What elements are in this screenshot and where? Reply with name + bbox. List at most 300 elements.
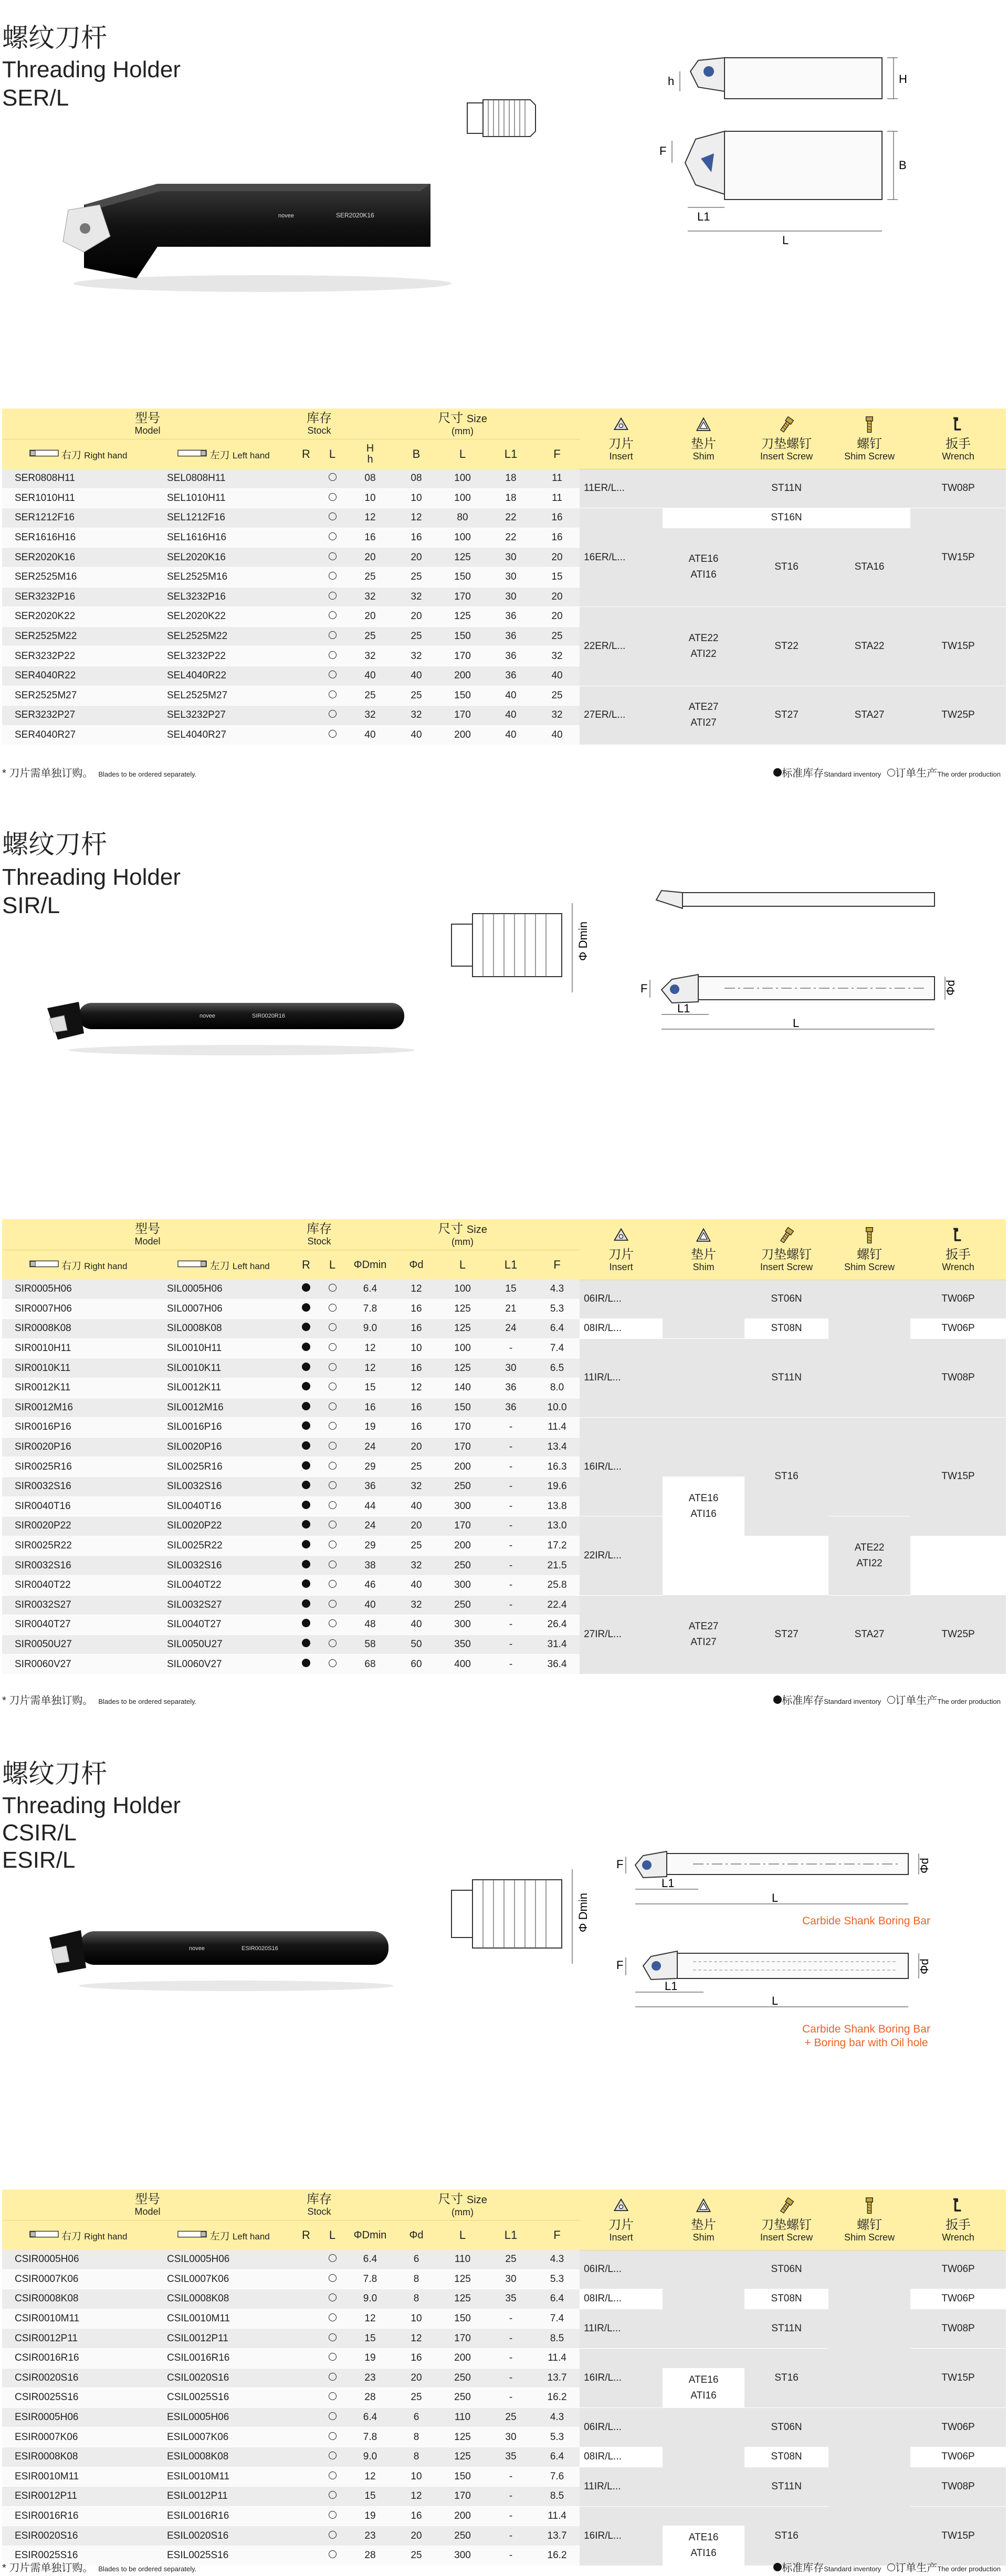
caption-carbide-oil-line2: + Boring bar with Oil hole — [804, 2037, 928, 2049]
left-hand-model: CSIL0007K06 — [154, 2269, 293, 2289]
size-value: 15 — [345, 2329, 395, 2349]
size-value: 125 — [438, 548, 487, 568]
insert-screw-cell: ST22 — [744, 607, 828, 686]
stock-order-cell — [293, 567, 319, 587]
stock-order-cell — [293, 548, 319, 568]
stock-order-cell — [319, 1496, 345, 1516]
right-hand-model: SIR0032S27 — [2, 1595, 154, 1615]
section3-code1: CSIR/L — [2, 1820, 77, 1846]
size-value: 12 — [345, 2467, 395, 2487]
right-hand-model: SER2525M22 — [2, 626, 154, 646]
csir-esir-table — [2, 2190, 1006, 2566]
header-model: 型号 Model — [2, 1219, 293, 1250]
wrench-cell: TW08P — [910, 2467, 1006, 2506]
size-value: 40 — [487, 686, 534, 706]
header-model: 型号 Model — [2, 2190, 293, 2221]
header-insert-screw: 刀垫螺钉 Insert Screw — [744, 2190, 828, 2250]
stock-order-cell — [319, 2269, 345, 2289]
size-value: 38 — [345, 1556, 395, 1576]
open-dot-icon — [329, 1402, 337, 1410]
size-value: 100 — [438, 488, 487, 508]
right-hand-model: ESIR0025S16 — [2, 2546, 154, 2565]
open-dot-icon — [329, 1481, 337, 1489]
size-value: 17.2 — [534, 1536, 580, 1556]
size-value: 22 — [487, 528, 534, 548]
open-dot-icon — [329, 1323, 337, 1331]
size-value: 250 — [438, 2388, 487, 2408]
open-dot-icon — [329, 2511, 337, 2519]
open-dot-icon — [329, 572, 337, 580]
open-dot-icon — [329, 1521, 337, 1528]
stock-order-cell — [319, 1635, 345, 1654]
stock-order-cell — [293, 2269, 319, 2289]
size-value: 170 — [438, 2487, 487, 2507]
open-dot-icon — [329, 651, 337, 659]
shim-screw-empty-cell — [828, 508, 910, 528]
left-hand-model: ESIL0007K06 — [154, 2427, 293, 2447]
stock-order-cell — [293, 686, 319, 706]
stock-standard-cell — [293, 1654, 319, 1674]
header-col-F: F — [534, 439, 580, 469]
size-value: 16 — [395, 1299, 438, 1319]
size-value: 125 — [438, 1299, 487, 1319]
header-shim-screw: 螺钉 Shim Screw — [828, 409, 910, 469]
wrench-cell: TW06P — [910, 2289, 1006, 2309]
dim-L1: L1 — [697, 210, 710, 223]
insert-icon — [611, 2196, 632, 2215]
size-value: 40 — [534, 725, 580, 745]
right-hand-model: SER2525M16 — [2, 567, 154, 587]
sir-dim-dmin: Φ Dmin — [576, 921, 590, 961]
size-value: 20 — [534, 548, 580, 568]
size-value: 24 — [345, 1516, 395, 1536]
size-value: 8.0 — [534, 1378, 580, 1398]
open-dot-icon — [329, 2550, 337, 2558]
size-value: 16 — [395, 1358, 438, 1378]
stock-order-cell — [293, 2289, 319, 2309]
size-value: 36 — [487, 1398, 534, 1418]
size-value: 16 — [534, 528, 580, 548]
stock-order-cell — [319, 2348, 345, 2368]
header-wrench: 扳手 Wrench — [910, 2190, 1006, 2250]
dim-F: F — [659, 144, 667, 158]
insert-cell: 06IR/L... — [580, 2407, 663, 2447]
size-value: 6.4 — [345, 2250, 395, 2269]
size-value: 25 — [395, 626, 438, 646]
stock-standard-cell — [293, 1536, 319, 1556]
stock-order-cell — [293, 469, 319, 488]
size-value: 125 — [438, 1358, 487, 1378]
insert-screw-icon — [776, 2196, 797, 2215]
wrench-cell: TW15P — [910, 607, 1006, 686]
left-hand-icon — [177, 448, 207, 458]
insert-cell: 22ER/L... — [580, 607, 663, 686]
stock-order-cell — [293, 587, 319, 607]
size-value: 6.4 — [534, 2289, 580, 2309]
header-insert: 刀片 Insert — [580, 1219, 663, 1280]
size-value: 08 — [395, 469, 438, 488]
shim-cell-line1: ATE16 — [688, 2532, 719, 2543]
size-value: 25 — [534, 626, 580, 646]
stock-order-cell — [293, 607, 319, 627]
stock-order-cell — [319, 1378, 345, 1398]
header-col-L: L — [438, 439, 487, 469]
header-insert: 刀片 Insert — [580, 2190, 663, 2250]
shim-screw-empty-cell — [828, 2407, 910, 2565]
open-dot-icon — [329, 1363, 337, 1371]
size-value: 150 — [438, 686, 487, 706]
size-value: 20 — [395, 1516, 438, 1536]
left-hand-model: SEL0808H11 — [154, 469, 293, 488]
size-value: 150 — [438, 626, 487, 646]
table-row — [2, 469, 1006, 488]
size-value: 36 — [487, 607, 534, 627]
right-hand-model: SIR0007H06 — [2, 1299, 154, 1319]
size-value: - — [487, 1654, 534, 1674]
footnote-cn: * 刀片需单独订购。 — [2, 1695, 93, 1706]
stock-order-cell — [319, 1338, 345, 1358]
header-left-hand: 左刀 Left hand — [154, 439, 293, 469]
size-value: 16 — [395, 2506, 438, 2526]
shim-empty-cell — [663, 2250, 744, 2348]
size-value: - — [487, 1496, 534, 1516]
size-value: 13.7 — [534, 2526, 580, 2546]
table-row — [2, 508, 1006, 528]
header-wrench: 扳手 Wrench — [910, 409, 1006, 469]
header-R: R — [293, 2221, 319, 2250]
size-value: 100 — [438, 1280, 487, 1299]
stock-order-cell — [293, 2427, 319, 2447]
size-value: 20 — [345, 548, 395, 568]
size-value: 32 — [345, 646, 395, 666]
left-hand-model: SIL0050U27 — [154, 1635, 293, 1654]
stock-standard-cell — [293, 1338, 319, 1358]
size-value: 125 — [438, 1319, 487, 1339]
size-value: 125 — [438, 2447, 487, 2467]
stock-order-cell — [319, 508, 345, 528]
sir-dim-phid: Φd — [944, 980, 957, 996]
insert-screw-cell: ST08N — [744, 2447, 828, 2467]
open-dot-icon — [329, 2254, 337, 2262]
footnote-en: Blades to be ordered separately. — [98, 2565, 197, 2573]
filled-dot-icon — [302, 1540, 310, 1548]
left-hand-model: SIL0032S16 — [154, 1477, 293, 1496]
shim-cell-line2: ATI22 — [856, 1557, 883, 1569]
left-hand-model: SIL0005H06 — [154, 1280, 293, 1299]
right-hand-model: SIR0008K08 — [2, 1319, 154, 1339]
header-col-dmin: ΦDmin — [345, 2221, 395, 2250]
size-value: - — [487, 1516, 534, 1536]
size-value: 32 — [395, 646, 438, 666]
size-value: 4.3 — [534, 1280, 580, 1299]
wrench-cell: TW06P — [910, 1280, 1006, 1319]
insert-screw-cell: ST11N — [744, 2309, 828, 2348]
right-hand-model: SER3232P16 — [2, 587, 154, 607]
sir-table — [2, 1219, 1006, 1674]
stock-order-cell — [319, 2250, 345, 2269]
left-hand-model: SEL2020K22 — [154, 607, 293, 627]
insert-screw-cell: ST06N — [744, 2407, 828, 2447]
size-value: - — [487, 2329, 534, 2349]
wrench-cell: TW15P — [910, 1418, 1006, 1536]
order-production-dot-icon — [887, 1696, 895, 1704]
stock-order-cell — [319, 686, 345, 706]
size-value: 350 — [438, 1635, 487, 1654]
insert-cell: 16IR/L... — [580, 2348, 663, 2407]
stock-order-cell — [319, 1280, 345, 1299]
size-value: 13.4 — [534, 1437, 580, 1457]
order-production-dot-icon — [887, 769, 895, 777]
header-L: L — [319, 2221, 345, 2250]
size-value: 30 — [487, 2427, 534, 2447]
open-dot-icon — [329, 1422, 337, 1430]
filled-dot-icon — [302, 1303, 310, 1312]
size-value: - — [487, 1477, 534, 1496]
size-value: 200 — [438, 2348, 487, 2368]
size-value: 11 — [534, 488, 580, 508]
header-wrench: 扳手 Wrench — [910, 1219, 1006, 1280]
size-value: 200 — [438, 2506, 487, 2526]
shim-cell-line1: ATE27 — [688, 701, 719, 713]
left-hand-icon — [177, 1259, 207, 1269]
wrench-icon — [948, 2196, 969, 2215]
ser-photo-label: SER2020K16 — [336, 212, 374, 219]
insert-cell: 27ER/L... — [580, 686, 663, 745]
size-value: 250 — [438, 2526, 487, 2546]
csir-photo-brand: novee — [189, 1945, 205, 1952]
header-insert-screw: 刀垫螺钉 Insert Screw — [744, 409, 828, 469]
size-value: 21 — [487, 1299, 534, 1319]
left-hand-model: CSIL0005H06 — [154, 2250, 293, 2269]
shim-screw-empty-cell — [828, 1280, 910, 1418]
size-value: 29 — [345, 1536, 395, 1556]
insert-screw-icon — [776, 1226, 797, 1245]
left-hand-model: CSIL0025S16 — [154, 2388, 293, 2408]
header-size: 尺寸 Size (mm) — [345, 2190, 580, 2221]
left-hand-model: CSIL0008K08 — [154, 2289, 293, 2309]
size-value: 15 — [487, 1280, 534, 1299]
header-stock: 库存 Stock — [293, 2190, 345, 2221]
size-value: 200 — [438, 725, 487, 745]
left-hand-model: CSIL0020S16 — [154, 2368, 293, 2388]
size-value: 100 — [438, 469, 487, 488]
size-value: 32 — [395, 587, 438, 607]
size-value: 48 — [345, 1615, 395, 1635]
size-value: 32 — [534, 706, 580, 726]
size-value: - — [487, 1457, 534, 1477]
size-value: 26.4 — [534, 1615, 580, 1635]
stock-standard-cell — [293, 1378, 319, 1398]
table-row — [2, 528, 1006, 548]
size-value: 68 — [345, 1654, 395, 1674]
size-value: 36 — [487, 666, 534, 686]
header-right-hand: 右刀 Right hand — [2, 439, 154, 469]
size-value: 32 — [395, 1556, 438, 1576]
stock-order-cell — [319, 1536, 345, 1556]
left-hand-model: SEL3232P27 — [154, 706, 293, 726]
size-value: 32 — [395, 706, 438, 726]
size-value: 11.4 — [534, 2506, 580, 2526]
insert-screw-cell: ST06N — [744, 1280, 828, 1319]
table-row — [2, 607, 1006, 627]
shim-empty-cell — [663, 1418, 744, 1477]
ser-photo-brand: novee — [278, 213, 294, 219]
size-value: 35 — [487, 2289, 534, 2309]
size-value: 11 — [534, 469, 580, 488]
csir-dim-phid: Φd — [918, 1858, 931, 1873]
right-hand-model: CSIR0025S16 — [2, 2388, 154, 2408]
stock-order-cell — [293, 2407, 319, 2427]
size-value: - — [487, 1536, 534, 1556]
stock-order-cell — [293, 2388, 319, 2408]
right-hand-icon — [29, 1259, 59, 1269]
size-value: 12 — [345, 508, 395, 528]
header-L: L — [319, 1250, 345, 1280]
stock-order-cell — [293, 508, 319, 528]
right-hand-icon — [29, 2229, 59, 2239]
ser-thread-profile-drawing — [457, 79, 551, 158]
sir-thread-profile-drawing — [441, 882, 598, 1003]
filled-dot-icon — [302, 1481, 310, 1489]
size-value: 12 — [395, 2329, 438, 2349]
open-dot-icon — [329, 2274, 337, 2282]
left-hand-model: SIL0020P22 — [154, 1516, 293, 1536]
dim-L: L — [782, 234, 789, 247]
left-hand-model: SEL4040R27 — [154, 725, 293, 745]
size-value: 6.4 — [534, 2447, 580, 2467]
open-dot-icon — [329, 2531, 337, 2539]
right-hand-model: SIR0010K11 — [2, 1358, 154, 1378]
size-value: 40 — [345, 1595, 395, 1615]
size-value: 10 — [395, 2467, 438, 2487]
size-value: 32 — [345, 706, 395, 726]
insert-cell: 11IR/L... — [580, 1338, 663, 1417]
right-hand-model: CSIR0005H06 — [2, 2250, 154, 2269]
size-value: 46 — [345, 1575, 395, 1595]
shim-cell-line2: ATI27 — [690, 1636, 717, 1648]
left-hand-model: SEL2525M16 — [154, 567, 293, 587]
right-hand-model: ESIR0008K08 — [2, 2447, 154, 2467]
size-value: 200 — [438, 1457, 487, 1477]
stock-standard-cell — [293, 1556, 319, 1576]
dim-H: H — [899, 72, 907, 86]
size-value: 4.3 — [534, 2250, 580, 2269]
left-hand-model: SEL2525M27 — [154, 686, 293, 706]
table-row — [2, 1516, 1006, 1536]
size-value: - — [487, 2368, 534, 2388]
wrench-cell: TW08P — [910, 1338, 1006, 1417]
shim-cell-line1: ATE27 — [688, 1620, 719, 1632]
open-dot-icon — [329, 1659, 337, 1667]
header-shim-screw: 螺钉 Shim Screw — [828, 2190, 910, 2250]
header-R: R — [293, 439, 319, 469]
size-value: - — [487, 2506, 534, 2526]
shim-cell — [663, 1477, 744, 1536]
stock-standard-cell — [293, 1437, 319, 1457]
section1-title-cn: 螺纹刀杆 — [2, 23, 107, 53]
csir-dim-L: L — [772, 1891, 779, 1904]
filled-dot-icon — [302, 1659, 310, 1667]
size-value: 19 — [345, 2348, 395, 2368]
open-dot-icon — [329, 1541, 337, 1548]
right-hand-model: ESIR0010M11 — [2, 2467, 154, 2487]
stock-order-cell — [293, 706, 319, 726]
table-row — [2, 1418, 1006, 1438]
filled-dot-icon — [302, 1343, 310, 1351]
size-value: 150 — [438, 2467, 487, 2487]
size-value: 125 — [438, 607, 487, 627]
open-dot-icon — [329, 1580, 337, 1588]
insert-screw-cell: ST08N — [744, 1319, 828, 1339]
open-dot-icon — [329, 2432, 337, 2440]
size-value: 29 — [345, 1457, 395, 1477]
left-hand-model: SIL0040T22 — [154, 1575, 293, 1595]
table-row — [2, 686, 1006, 706]
open-dot-icon — [329, 1284, 337, 1292]
shim-cell-line2: ATI16 — [690, 2390, 717, 2401]
size-value: 16.2 — [534, 2546, 580, 2565]
right-hand-model: CSIR0020S16 — [2, 2368, 154, 2388]
size-value: 60 — [395, 1654, 438, 1674]
header-L: L — [319, 439, 345, 469]
left-hand-model: SIL0025R22 — [154, 1536, 293, 1556]
footnote-en: Blades to be ordered separately. — [98, 770, 197, 778]
csir-holder-photo — [42, 1901, 399, 1995]
left-hand-model: ESIL0025S16 — [154, 2546, 293, 2565]
dim-B: B — [899, 159, 907, 172]
csir-dim-L1: L1 — [662, 1877, 675, 1890]
table-row — [2, 2250, 1006, 2269]
header-col-L1: L1 — [487, 439, 534, 469]
esir-dim-L1: L1 — [665, 1980, 678, 1993]
size-value: 150 — [438, 567, 487, 587]
filled-dot-icon — [302, 1363, 310, 1371]
open-dot-icon — [329, 1619, 337, 1627]
shim-screw-empty-cell — [828, 2250, 910, 2407]
right-hand-model: SIR0005H06 — [2, 1280, 154, 1299]
size-value: 50 — [395, 1635, 438, 1654]
size-value: 25 — [534, 686, 580, 706]
size-value: 20 — [345, 607, 395, 627]
size-value: 25 — [395, 567, 438, 587]
header-shim-screw: 螺钉 Shim Screw — [828, 1219, 910, 1280]
size-value: 250 — [438, 1477, 487, 1496]
ser-table — [2, 409, 1006, 745]
stock-order-cell — [319, 469, 345, 488]
open-dot-icon — [329, 690, 337, 698]
csir-dim-dmin: Φ Dmin — [576, 1892, 590, 1932]
sir-dimension-drawing — [640, 872, 956, 1045]
size-value: 7.6 — [534, 2467, 580, 2487]
left-hand-model: ESIL0016R16 — [154, 2506, 293, 2526]
size-value: 20 — [395, 548, 438, 568]
insert-screw-cell: ST11N — [744, 1338, 828, 1417]
size-value: 23 — [345, 2526, 395, 2546]
header-insert-screw: 刀垫螺钉 Insert Screw — [744, 1219, 828, 1280]
size-value: 16 — [395, 1319, 438, 1339]
stock-order-cell — [319, 626, 345, 646]
header-right-hand: 右刀 Right hand — [2, 1250, 154, 1280]
stock-order-cell — [319, 1319, 345, 1339]
header-stock: 库存 Stock — [293, 1219, 345, 1250]
stock-order-cell — [319, 548, 345, 568]
header-shim: 垫片 Shim — [663, 2190, 744, 2250]
right-hand-model: SIR0032S16 — [2, 1556, 154, 1576]
open-dot-icon — [329, 1304, 337, 1312]
right-hand-model: CSIR0007K06 — [2, 2269, 154, 2289]
sir-table-footer: * 刀片需单独订购。 Blades to be ordered separately. 标准库存Standard inventory 订单生产The order production — [2, 1695, 1001, 1706]
filled-dot-icon — [302, 1639, 310, 1647]
